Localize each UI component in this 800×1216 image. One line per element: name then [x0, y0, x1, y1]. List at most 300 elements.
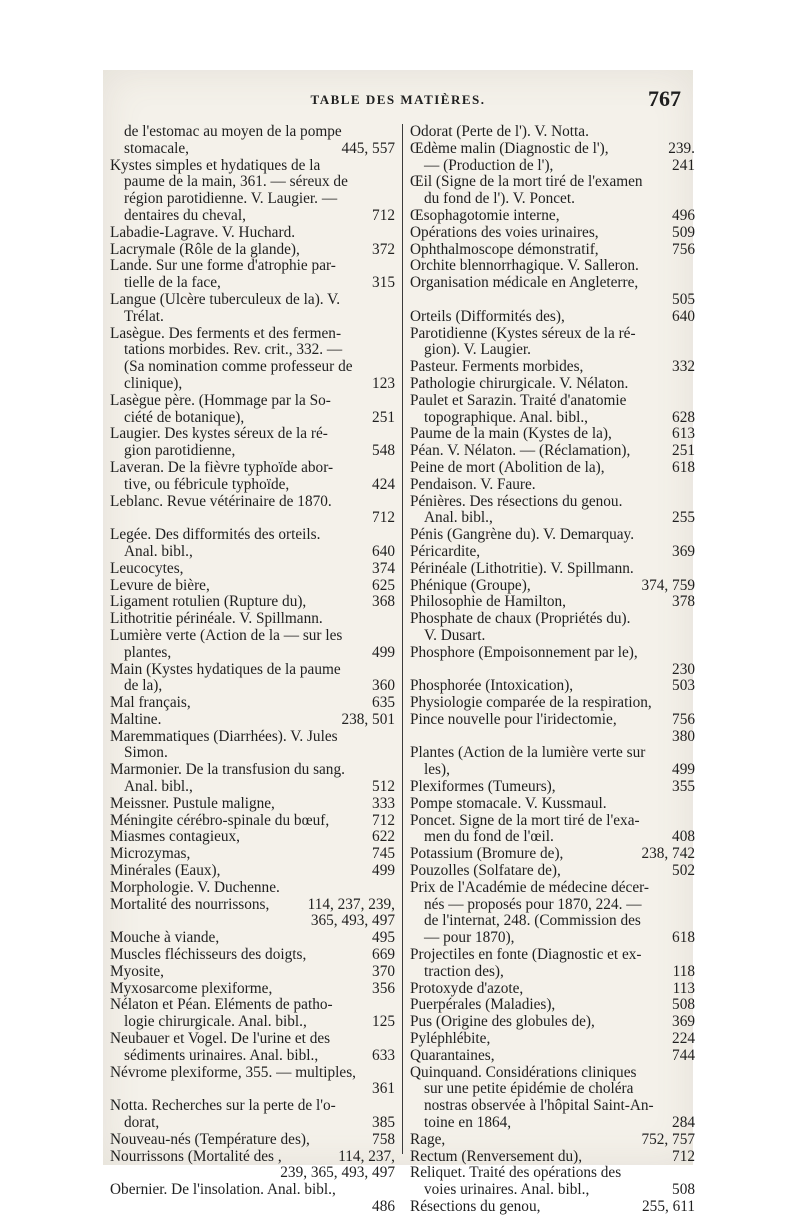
entry-text: Anal. bibl.,	[424, 510, 493, 527]
entry-text: logie chirurgicale. Anal. bibl.,	[124, 1014, 307, 1031]
page-reference: 385	[372, 1115, 395, 1132]
entry-text: Labadie-Lagrave. V. Huchard.	[110, 224, 296, 241]
entry-text: Myosite,	[110, 963, 164, 980]
entry-text: Nélaton et Péan. Eléments de patho-	[110, 997, 333, 1014]
index-entry-line	[110, 1199, 395, 1216]
index-entry-line	[410, 578, 695, 595]
index-entry-line	[110, 393, 395, 410]
index-entry-line	[110, 1165, 395, 1182]
page-reference: 365, 493, 497	[310, 913, 395, 930]
index-entry-line	[110, 510, 395, 527]
page-reference: 333	[372, 795, 395, 812]
page-reference: 496	[672, 207, 695, 224]
index-entry-line	[410, 326, 695, 343]
index-entry-line	[110, 628, 395, 645]
entry-text: Main (Kystes hydatiques de la paume	[110, 661, 341, 678]
index-entry-line	[110, 460, 395, 477]
entry-text: men du fond de l'œil.	[424, 829, 554, 846]
entry-text: Neubauer et Vogel. De l'urine et des	[110, 1031, 331, 1048]
entry-text: région parotidienne. V. Laugier. —	[124, 191, 338, 208]
entry-text: Pasteur. Ferments morbides,	[410, 359, 584, 376]
index-entry-line	[410, 460, 695, 477]
index-entry-line	[410, 1115, 695, 1132]
page-reference: 499	[372, 863, 395, 880]
page-reference: 745	[372, 846, 395, 863]
index-entry-line	[410, 662, 695, 679]
index-column-right	[410, 124, 695, 1216]
index-entry-line	[410, 695, 695, 712]
entry-text: de l'estomac au moyen de la pompe	[124, 124, 342, 140]
entry-text: Lithotritie périnéale. V. Spillmann.	[110, 611, 323, 628]
index-entry-line	[110, 913, 395, 930]
index-entry-line	[410, 342, 695, 359]
page-reference: 640	[372, 543, 395, 560]
entry-text: Mortalité des nourrissons,	[110, 896, 270, 913]
running-title: TABLE DES MATIÈRES.	[310, 92, 486, 107]
page-reference: 509	[672, 224, 695, 241]
entry-text: Laveran. De la fièvre typhoïde abor-	[110, 459, 334, 476]
index-entry-line	[410, 981, 695, 998]
entry-text: sur une petite épidémie de choléra	[424, 1081, 634, 1098]
index-entry-line	[410, 158, 695, 175]
entry-text: nés — proposés pour 1870, 224. —	[424, 896, 642, 913]
page-reference: 508	[672, 997, 695, 1014]
page-reference: 712	[372, 510, 395, 527]
entry-text: toine en 1864,	[424, 1115, 512, 1132]
index-entry-line	[410, 897, 695, 914]
entry-text: Orchite blennorrhagique. V. Salleron.	[410, 258, 639, 275]
index-entry-line	[110, 947, 395, 964]
entry-text: Phosphorée (Intoxication),	[410, 678, 574, 695]
page-reference: 238, 501	[341, 711, 395, 728]
entry-text: paume de la main, 361. — séreux de	[124, 174, 348, 191]
entry-text: Odorat (Perte de l'). V. Notta.	[410, 124, 589, 140]
index-column-left	[110, 124, 395, 1216]
index-entry-line	[410, 494, 695, 511]
page-reference: 230	[672, 661, 695, 678]
entry-text: Pompe stomacale. V. Kussmaul.	[410, 795, 607, 812]
page-reference: 255	[672, 510, 695, 527]
entry-text: Trélat.	[124, 308, 164, 325]
entry-text: Phosphate de chaux (Propriétés du).	[410, 611, 631, 628]
index-entry-line	[110, 678, 395, 695]
page-reference: 499	[372, 644, 395, 661]
page-reference: 622	[372, 829, 395, 846]
entry-text: dentaires du cheval,	[124, 207, 246, 224]
entry-text: gion). V. Laugier.	[424, 342, 531, 359]
index-entry-line	[110, 981, 395, 998]
page-reference: 424	[372, 476, 395, 493]
page-reference: 374	[372, 560, 395, 577]
index-entry-line	[110, 275, 395, 292]
entry-text: de la),	[124, 678, 163, 695]
index-entry-line	[110, 578, 395, 595]
entry-text: V. Dusart.	[424, 627, 486, 644]
entry-text: Paulet et Sarazin. Traité d'anatomie	[410, 392, 627, 409]
entry-text: Phénique (Groupe),	[410, 577, 531, 594]
index-entry-line	[410, 141, 695, 158]
page-reference: 408	[672, 829, 695, 846]
index-entry-line	[410, 1098, 695, 1115]
index-entry-line	[110, 729, 395, 746]
entry-text: — (Production de l'),	[424, 157, 554, 174]
entry-text: Anal. bibl.,	[124, 543, 193, 560]
index-entry-line	[410, 1065, 695, 1082]
index-entry-line	[110, 779, 395, 796]
index-entry-line	[410, 745, 695, 762]
index-entry-line	[110, 997, 395, 1014]
index-entry-line	[410, 410, 695, 427]
entry-text: Périnéale (Lithotritie). V. Spillmann.	[410, 560, 634, 577]
column-divider	[402, 124, 403, 1154]
entry-text: (Sa nomination comme professeur de	[124, 359, 353, 376]
page-reference: 114, 237,	[338, 1148, 395, 1165]
page-reference: 113	[672, 980, 695, 997]
page-reference: 756	[672, 241, 695, 258]
entry-text: Microzymas,	[110, 846, 191, 863]
entry-text: Notta. Recherches sur la perte de l'o-	[110, 1098, 336, 1115]
entry-text: Potassium (Bromure de),	[410, 846, 564, 863]
page-reference: 744	[672, 1047, 695, 1064]
entry-text: Pénis (Gangrène du). V. Demarquay.	[410, 527, 635, 544]
page-header	[103, 84, 693, 114]
index-entry-line	[110, 410, 395, 427]
index-entry-line	[110, 829, 395, 846]
entry-text: Obernier. De l'insolation. Anal. bibl.,	[110, 1182, 336, 1199]
page-reference: 628	[672, 409, 695, 426]
index-entry-line	[410, 628, 695, 645]
page-reference: 378	[672, 594, 695, 611]
page-reference: 499	[672, 762, 695, 779]
entry-text: Prix de l'Académie de médecine décer-	[410, 879, 650, 896]
page-reference: 239.	[668, 140, 695, 157]
entry-text: de l'internat, 248. (Commission des	[424, 913, 641, 930]
index-entry-line	[410, 947, 695, 964]
page-reference: 360	[372, 678, 395, 695]
index-entry-line	[410, 309, 695, 326]
entry-text: Résections du genou,	[410, 1199, 541, 1215]
index-entry-line	[110, 1048, 395, 1065]
index-entry-line	[110, 359, 395, 376]
index-entry-line	[110, 796, 395, 813]
entry-text: Parotidienne (Kystes séreux de la ré-	[410, 325, 636, 342]
entry-text: Minérales (Eaux),	[110, 863, 221, 880]
page-number: 767	[648, 86, 681, 111]
entry-text: Physiologie comparée de la respiration,	[410, 695, 652, 712]
index-entry-line	[110, 1014, 395, 1031]
index-entry-line	[410, 544, 695, 561]
index-entry-line	[410, 426, 695, 443]
index-entry-line	[110, 863, 395, 880]
index-entry-line	[410, 829, 695, 846]
page-reference: 635	[372, 695, 395, 712]
entry-text: Pouzolles (Solfatare de),	[410, 863, 561, 880]
page-reference: 372	[372, 241, 395, 258]
index-entry-line	[410, 964, 695, 981]
entry-text: Œsophagotomie interne,	[410, 207, 560, 224]
index-entry-line	[110, 158, 395, 175]
page-reference: 752, 757	[641, 1131, 695, 1148]
entry-text: Péan. V. Nélaton. — (Réclamation),	[410, 443, 631, 460]
entry-text: Pathologie chirurgicale. V. Nélaton.	[410, 375, 629, 392]
index-entry-line	[410, 527, 695, 544]
page-reference: 486	[372, 1199, 395, 1215]
index-entry-line	[110, 762, 395, 779]
page-reference: 114, 237, 239,	[307, 896, 395, 913]
index-entry-line	[410, 913, 695, 930]
index-entry-line	[110, 712, 395, 729]
index-entry-line	[410, 930, 695, 947]
index-entry-line	[410, 863, 695, 880]
page-reference: 502	[672, 863, 695, 880]
entry-text: les),	[424, 762, 450, 779]
page-reference: 125	[372, 1014, 395, 1031]
entry-text: plantes,	[124, 644, 172, 661]
page-reference: 356	[372, 980, 395, 997]
entry-text: Quinquand. Considérations cliniques	[410, 1064, 637, 1081]
entry-text: Myxosarcome plexiforme,	[110, 980, 273, 997]
entry-text: Rage,	[410, 1131, 446, 1148]
index-entry-line	[410, 174, 695, 191]
entry-text: Pénières. Des résections du genou.	[410, 493, 623, 510]
index-entry-line	[110, 964, 395, 981]
entry-text: Kystes simples et hydatiques de la	[110, 157, 321, 174]
entry-text: Legée. Des difformités des orteils.	[110, 527, 321, 544]
page-reference: 374, 759	[641, 577, 695, 594]
index-entry-line	[110, 880, 395, 897]
entry-text: Poncet. Signe de la mort tiré de l'exa-	[410, 812, 640, 829]
index-entry-line	[110, 846, 395, 863]
page-reference: 238, 742	[641, 846, 695, 863]
index-entry-line	[110, 141, 395, 158]
index-entry-line	[110, 1149, 395, 1166]
page-reference: 315	[372, 275, 395, 292]
page-reference: 640	[672, 308, 695, 325]
entry-text: — pour 1870),	[424, 930, 515, 947]
entry-text: Pyléphlébite,	[410, 1031, 491, 1048]
entry-text: Mal français,	[110, 695, 191, 712]
index-entry-line	[110, 1115, 395, 1132]
entry-text: Rectum (Renversement du),	[410, 1148, 583, 1165]
index-entry-line	[110, 191, 395, 208]
index-entry-line	[110, 208, 395, 225]
entry-text: tive, ou fébricule typhoïde,	[124, 476, 290, 493]
entry-text: Anal. bibl.,	[124, 779, 193, 796]
index-entry-line	[410, 997, 695, 1014]
entry-text: Lasègue père. (Hommage par la So-	[110, 392, 331, 409]
entry-text: Paume de la main (Kystes de la),	[410, 426, 612, 443]
index-entry-line	[410, 762, 695, 779]
index-entry-line	[410, 594, 695, 611]
index-entry-line	[410, 124, 695, 141]
index-entry-line	[110, 662, 395, 679]
index-entry-line	[410, 443, 695, 460]
page-reference: 355	[672, 779, 695, 796]
entry-text: Opérations des voies urinaires,	[410, 224, 599, 241]
entry-text: clinique),	[124, 375, 183, 392]
entry-text: tielle de la face,	[124, 275, 221, 292]
page-reference: 712	[372, 207, 395, 224]
index-entry-line	[110, 342, 395, 359]
index-entry-line	[110, 225, 395, 242]
page-reference: 251	[672, 443, 695, 460]
index-entry-line	[110, 695, 395, 712]
entry-text: Meissner. Pustule maligne,	[110, 795, 275, 812]
entry-text: Leucocytes,	[110, 560, 184, 577]
entry-text: Nourrissons (Mortalité des ,	[110, 1148, 282, 1165]
entry-text: Lumière verte (Action de la — sur les	[110, 627, 343, 644]
index-entry-line	[410, 645, 695, 662]
index-entry-line	[410, 1081, 695, 1098]
index-entry-line	[110, 1081, 395, 1098]
page-reference: 224	[672, 1031, 695, 1048]
index-entry-line	[110, 527, 395, 544]
entry-text: dorat,	[124, 1115, 160, 1132]
index-entry-line	[110, 494, 395, 511]
index-entry-line	[110, 897, 395, 914]
index-entry-line	[410, 678, 695, 695]
index-entry-line	[410, 846, 695, 863]
page-reference: 503	[672, 678, 695, 695]
entry-text: Œil (Signe de la mort tiré de l'examen	[410, 174, 643, 191]
entry-text: Projectiles en fonte (Diagnostic et ex-	[410, 947, 642, 964]
index-entry-line	[410, 376, 695, 393]
entry-text: Muscles fléchisseurs des doigts,	[110, 947, 307, 964]
entry-text: Marmonier. De la transfusion du sang.	[110, 762, 345, 779]
entry-text: Quarantaines,	[410, 1047, 495, 1064]
entry-text: Simon.	[124, 745, 168, 762]
index-entry-line	[410, 1031, 695, 1048]
page-reference: 505	[672, 291, 695, 308]
page-reference: 380	[672, 728, 695, 745]
index-entry-line	[410, 1132, 695, 1149]
index-entry-line	[110, 1098, 395, 1115]
entry-text: ciété de botanique),	[124, 409, 245, 426]
page-reference: 712	[672, 1148, 695, 1165]
entry-text: Nouveau-nés (Température des),	[110, 1131, 310, 1148]
entry-text: Pince nouvelle pour l'iridectomie,	[410, 711, 617, 728]
entry-text: Plexiformes (Tumeurs),	[410, 779, 556, 796]
index-entry-line	[110, 124, 395, 141]
page-reference: 239, 365, 493, 497	[280, 1165, 395, 1182]
entry-text: Protoxyde d'azote,	[410, 980, 524, 997]
entry-text: Orteils (Difformités des),	[410, 308, 565, 325]
index-entry-line	[110, 611, 395, 628]
index-entry-line	[110, 1031, 395, 1048]
index-entry-line	[110, 561, 395, 578]
entry-text: gion parotidienne,	[124, 443, 236, 460]
entry-text: Pendaison. V. Faure.	[410, 476, 536, 493]
entry-text: Morphologie. V. Duchenne.	[110, 879, 280, 896]
index-entry-line	[410, 1199, 695, 1216]
index-entry-line	[110, 1182, 395, 1199]
index-entry-line	[410, 1048, 695, 1065]
index-entry-line	[110, 426, 395, 443]
page-reference: 618	[672, 459, 695, 476]
entry-text: Méningite cérébro-spinale du bœuf,	[110, 812, 330, 829]
page-reference: 369	[672, 543, 695, 560]
entry-text: stomacale,	[124, 140, 189, 157]
index-entry-line	[410, 779, 695, 796]
index-entry-line	[410, 242, 695, 259]
entry-text: Reliquet. Traité des opérations des	[410, 1165, 622, 1182]
page-reference: 495	[372, 930, 395, 947]
page-reference: 669	[372, 947, 395, 964]
entry-text: Lacrymale (Rôle de la glande),	[110, 241, 300, 258]
index-entry-line	[410, 359, 695, 376]
page-reference: 625	[372, 577, 395, 594]
index-entry-line	[410, 191, 695, 208]
entry-text: Levure de bière,	[110, 577, 210, 594]
entry-text: tations morbides. Rev. crit., 332. —	[124, 342, 343, 359]
index-entry-line	[410, 510, 695, 527]
index-entry-line	[110, 930, 395, 947]
page-reference: 633	[372, 1047, 395, 1064]
entry-text: voies urinaires. Anal. bibl.,	[424, 1182, 590, 1199]
entry-text: Miasmes contagieux,	[110, 829, 240, 846]
entry-text: Ligament rotulien (Rupture du),	[110, 594, 307, 611]
index-entry-line	[110, 174, 395, 191]
entry-text: Peine de mort (Abolition de la),	[410, 459, 605, 476]
page-reference: 370	[372, 963, 395, 980]
page-reference: 361	[372, 1081, 395, 1098]
index-entry-line	[410, 729, 695, 746]
index-entry-line	[110, 813, 395, 830]
entry-text: Philosophie de Hamilton,	[410, 594, 566, 611]
page-reference: 251	[372, 409, 395, 426]
index-entry-line	[410, 208, 695, 225]
index-entry-line	[410, 393, 695, 410]
page-reference: 712	[372, 812, 395, 829]
index-entry-line	[110, 745, 395, 762]
index-entry-line	[410, 1149, 695, 1166]
entry-text: nostras observée à l'hôpital Saint-An-	[424, 1098, 654, 1115]
index-entry-line	[110, 645, 395, 662]
index-entry-line	[410, 880, 695, 897]
entry-text: Péricardite,	[410, 543, 481, 560]
index-entry-line	[110, 292, 395, 309]
entry-text: Œdème malin (Diagnostic de l'),	[410, 140, 609, 157]
page-reference: 255, 611	[642, 1199, 695, 1215]
index-entry-line	[410, 275, 695, 292]
entry-text: Mouche à viande,	[110, 930, 220, 947]
page-reference: 284	[672, 1115, 695, 1132]
page-reference: 548	[372, 443, 395, 460]
index-entry-line	[110, 326, 395, 343]
page-reference: 123	[372, 375, 395, 392]
index-entry-line	[110, 443, 395, 460]
page-reference: 241	[672, 157, 695, 174]
index-entry-line	[410, 611, 695, 628]
index-entry-line	[110, 258, 395, 275]
entry-text: Névrome plexiforme, 355. — multiples,	[110, 1064, 356, 1081]
page-reference: 758	[372, 1131, 395, 1148]
page-reference: 445, 557	[341, 140, 395, 157]
index-entry-line	[110, 309, 395, 326]
entry-text: Puerpérales (Maladies),	[410, 997, 556, 1014]
entry-text: Pus (Origine des globules de),	[410, 1014, 595, 1031]
page-reference: 118	[672, 963, 695, 980]
entry-text: Plantes (Action de la lumière verte sur	[410, 745, 646, 762]
entry-text: Lande. Sur une forme d'atrophie par-	[110, 258, 336, 275]
entry-text: traction des),	[424, 963, 504, 980]
entry-text: Maltine.	[110, 711, 162, 728]
page-reference: 756	[672, 711, 695, 728]
page-reference: 369	[672, 1014, 695, 1031]
index-entry-line	[410, 796, 695, 813]
page-reference: 332	[672, 359, 695, 376]
page-reference: 618	[672, 930, 695, 947]
